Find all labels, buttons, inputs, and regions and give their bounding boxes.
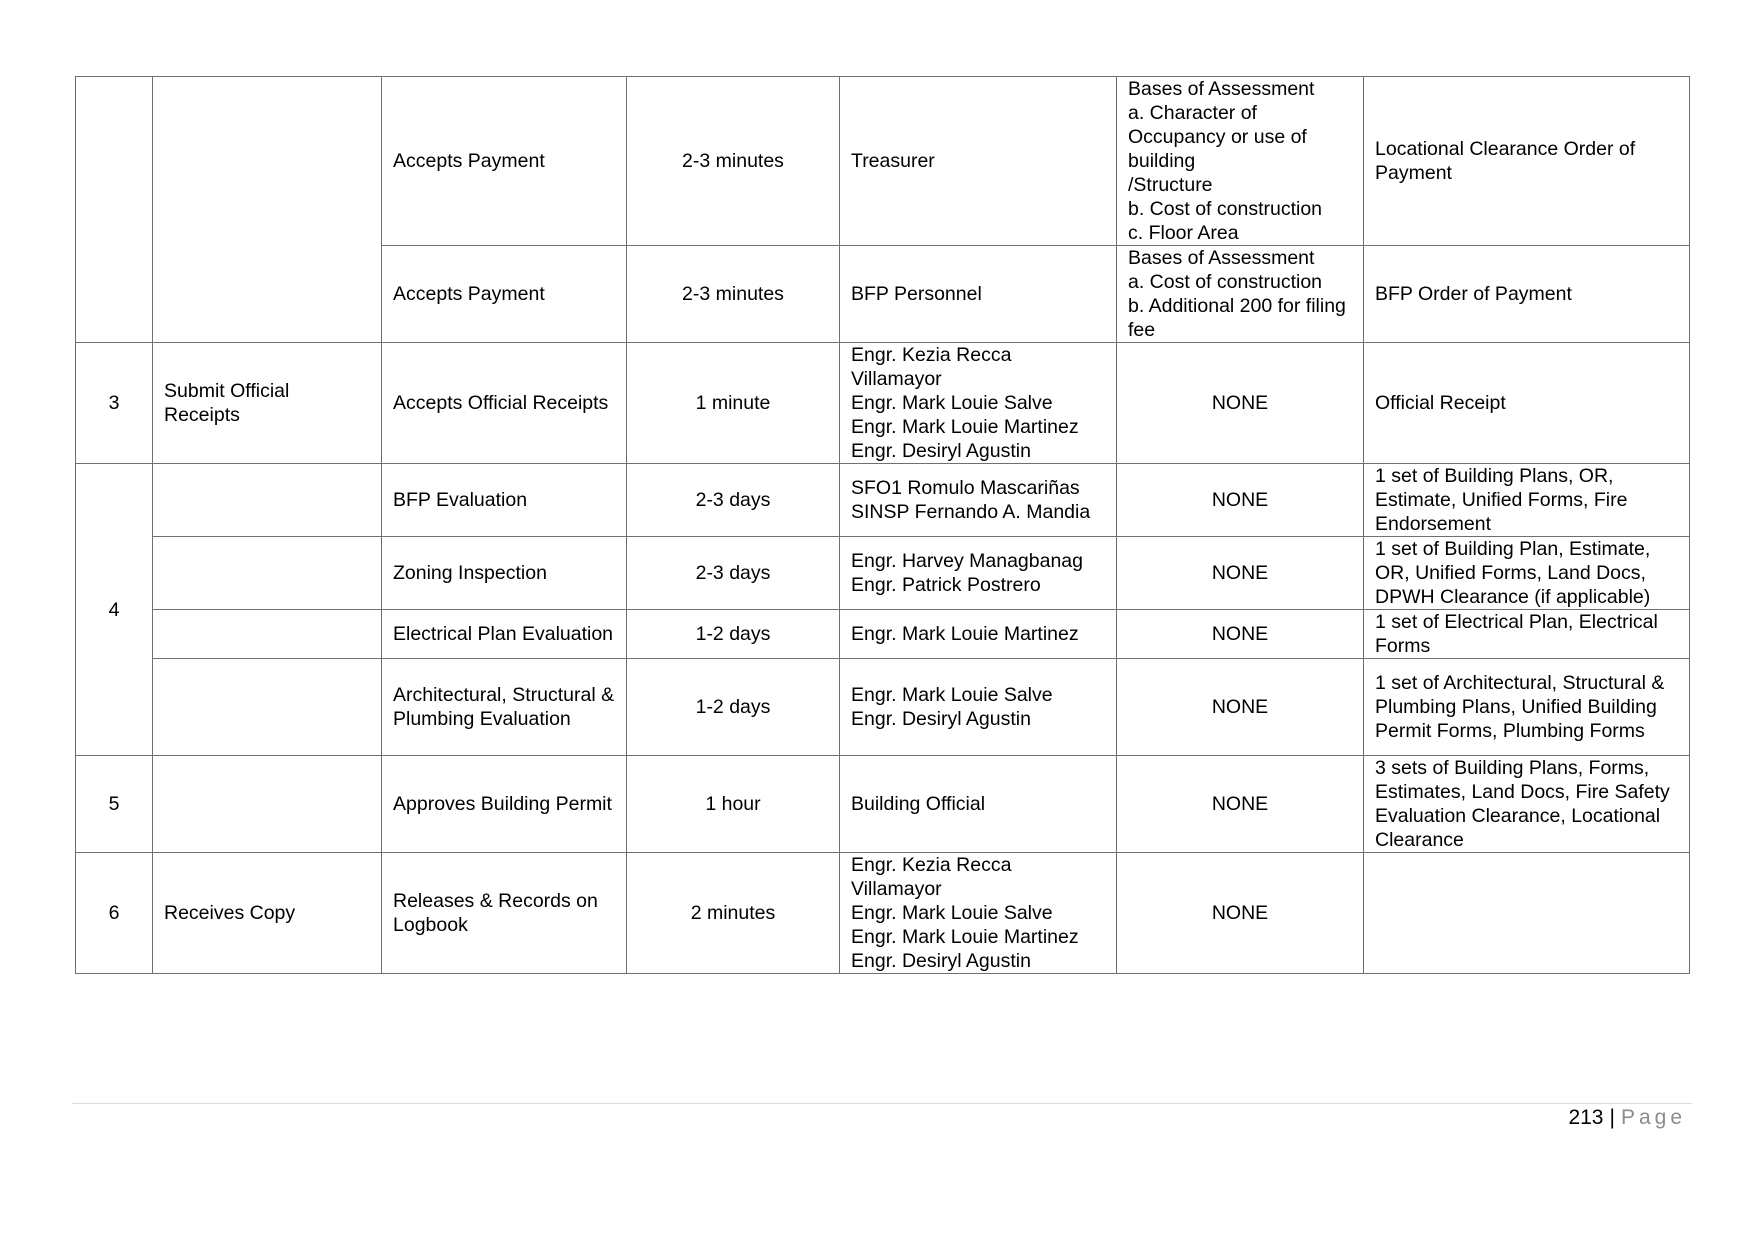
person-cell: SFO1 Romulo Mascariñas SINSP Fernando A. Mandia: [840, 464, 1117, 537]
fees-cell: NONE: [1117, 853, 1364, 974]
action-cell: Releases & Records on Logbook: [382, 853, 627, 974]
action-cell: Architectural, Structural & Plumbing Evaluation: [382, 659, 627, 756]
table-row: [76, 610, 1690, 659]
table-row: [76, 756, 1690, 853]
client-cell: Receives Copy: [153, 853, 382, 974]
fees-cell: NONE: [1117, 659, 1364, 756]
page-footer: [1568, 1106, 1686, 1130]
table-row: [76, 659, 1690, 756]
fees-cell: Bases of Assessment a. Character of Occupancy or use of building /Structure b. Cost of construction c. Floor Area: [1117, 77, 1364, 246]
table-row: [76, 464, 1690, 537]
procedure-table: [75, 76, 1690, 974]
requirements-cell: Official Receipt: [1364, 343, 1690, 464]
requirements-cell: 3 sets of Building Plans, Forms, Estimates, Land Docs, Fire Safety Evaluation Clearance, Locational Clearance: [1364, 756, 1690, 853]
client-cell: Submit Official Receipts: [153, 343, 382, 464]
page-number: 213: [1568, 1106, 1604, 1129]
action-cell: Zoning Inspection: [382, 537, 627, 610]
client-cell: [153, 610, 382, 659]
footer-separator: |: [1609, 1106, 1615, 1129]
time-cell: 2-3 minutes: [627, 246, 840, 343]
person-cell: Building Official: [840, 756, 1117, 853]
action-cell: Electrical Plan Evaluation: [382, 610, 627, 659]
step-cell: 5: [76, 756, 153, 853]
fees-cell: NONE: [1117, 610, 1364, 659]
client-cell: [153, 77, 382, 343]
person-cell: Engr. Kezia Recca Villamayor Engr. Mark Louie Salve Engr. Mark Louie Martinez Engr. Desiryl Agustin: [840, 853, 1117, 974]
client-cell: [153, 464, 382, 537]
action-cell: Accepts Payment: [382, 77, 627, 246]
fees-cell: NONE: [1117, 343, 1364, 464]
fees-cell: NONE: [1117, 756, 1364, 853]
time-cell: 2-3 days: [627, 464, 840, 537]
action-cell: Accepts Official Receipts: [382, 343, 627, 464]
person-cell: Engr. Mark Louie Martinez: [840, 610, 1117, 659]
requirements-cell: BFP Order of Payment: [1364, 246, 1690, 343]
requirements-cell: 1 set of Architectural, Structural & Plumbing Plans, Unified Building Permit Forms, Plumbing Forms: [1364, 659, 1690, 756]
time-cell: 1-2 days: [627, 610, 840, 659]
time-cell: 1 hour: [627, 756, 840, 853]
time-cell: 2-3 minutes: [627, 77, 840, 246]
action-cell: Approves Building Permit: [382, 756, 627, 853]
footer-divider: [72, 1103, 1692, 1104]
person-cell: Engr. Harvey Managbanag Engr. Patrick Postrero: [840, 537, 1117, 610]
requirements-cell: Locational Clearance Order of Payment: [1364, 77, 1690, 246]
time-cell: 1-2 days: [627, 659, 840, 756]
person-cell: BFP Personnel: [840, 246, 1117, 343]
time-cell: 1 minute: [627, 343, 840, 464]
step-cell: 3: [76, 343, 153, 464]
page-label: Page: [1620, 1106, 1686, 1129]
requirements-cell: 1 set of Building Plans, OR, Estimate, Unified Forms, Fire Endorsement: [1364, 464, 1690, 537]
client-cell: [153, 756, 382, 853]
person-cell: Engr. Mark Louie Salve Engr. Desiryl Agustin: [840, 659, 1117, 756]
client-cell: [153, 659, 382, 756]
table-row: [76, 77, 1690, 246]
fees-cell: Bases of Assessment a. Cost of construction b. Additional 200 for filing fee: [1117, 246, 1364, 343]
fees-cell: NONE: [1117, 537, 1364, 610]
requirements-cell: 1 set of Building Plan, Estimate, OR, Unified Forms, Land Docs, DPWH Clearance (if applicable): [1364, 537, 1690, 610]
table-row: [76, 853, 1690, 974]
step-cell: [76, 77, 153, 343]
requirements-cell: [1364, 853, 1690, 974]
step-cell: 6: [76, 853, 153, 974]
table-row: [76, 343, 1690, 464]
requirements-cell: 1 set of Electrical Plan, Electrical Forms: [1364, 610, 1690, 659]
step-cell: 4: [76, 464, 153, 756]
client-cell: [153, 537, 382, 610]
action-cell: BFP Evaluation: [382, 464, 627, 537]
time-cell: 2 minutes: [627, 853, 840, 974]
time-cell: 2-3 days: [627, 537, 840, 610]
person-cell: Treasurer: [840, 77, 1117, 246]
table-row: [76, 537, 1690, 610]
person-cell: Engr. Kezia Recca Villamayor Engr. Mark Louie Salve Engr. Mark Louie Martinez Engr. Desiryl Agustin: [840, 343, 1117, 464]
fees-cell: NONE: [1117, 464, 1364, 537]
action-cell: Accepts Payment: [382, 246, 627, 343]
